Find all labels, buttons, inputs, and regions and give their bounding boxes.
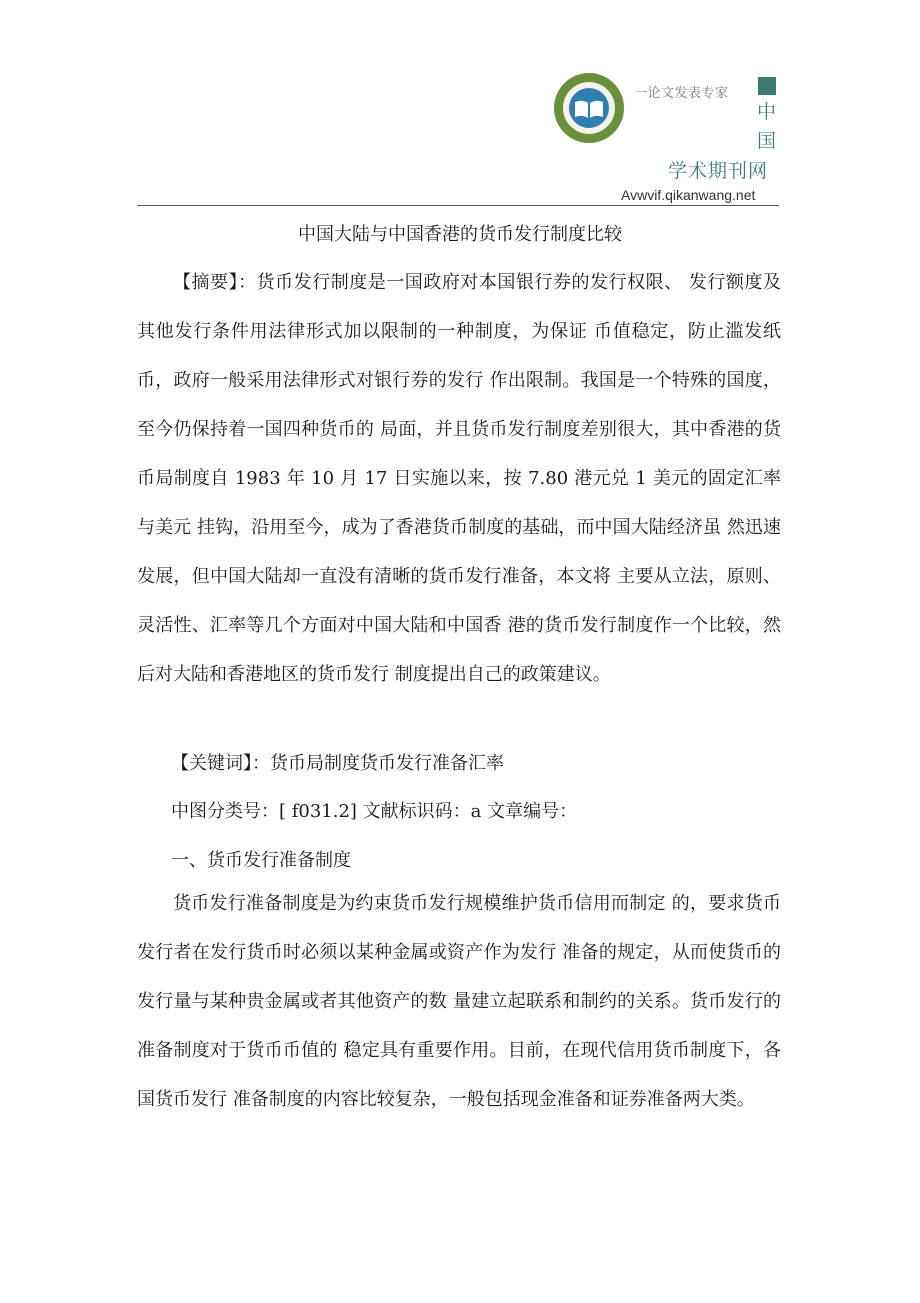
body-paragraph: [137, 879, 781, 1124]
section-heading: 一、货币发行准备制度: [171, 850, 351, 871]
brand-name: 学术期刊网: [668, 160, 769, 182]
abstract-text: 【摘要】：货币发行制度是一国政府对本国银行券的发行权限、 发行额度及其他发行条件用法律形式加以限制的一种制度，为保证 币值稳定，防止滥发纸币，政府一般采用法律形式对银行券的发行 作出限制。我国是一个特殊的国度，至今仍保持着一国四种货币的 局面，并且货币发行制度差别很大，其中香港的货币局制度自 1983 年 10 月 17 日实施以来，按 7.80 港元兑 1 美元的固定汇率与美元 挂钩，沿用至今，成为了香港货币制度的基础，而中国大陆经济虽 然迅速发展，但中国大陆却一直没有清晰的货币发行准备，本文将 主要从立法，原则、灵活性、汇率等几个方面对中国大陆和中国香 港的货币发行制度作一个比较，然后对大陆和香港地区的货币发行 制度提出自己的政策建议。: [137, 272, 781, 685]
site-tagline: 一论文发表专家: [634, 86, 729, 101]
abstract-section: [137, 258, 781, 699]
keywords-line: 【关键词】：货币局制度货币发行准备汇率: [171, 753, 504, 774]
classification-line: 中图分类号：[ f031.2] 文献标识码：a 文章编号：: [171, 801, 578, 822]
header-divider: [137, 205, 779, 206]
journal-logo-emblem: [553, 72, 625, 144]
brand-char-1: 中: [757, 101, 777, 123]
brand-char-2: 国: [757, 130, 777, 152]
paragraph-text: 货币发行准备制度是为约束货币发行规模维护货币信用而制定 的，要求货币发行者在发行货币时必须以某种金属或资产作为发行 准备的规定，从而使货币的发行量与某种贵金属或者其他资产的数 量建立起联系和制约的关系。货币发行的准备制度对于货币币值的 稳定具有重要作用。目前，在现代信用货币制度下，各国货币发行 准备制度的内容比较复杂，一般包括现金准备和证券准备两大类。: [137, 893, 781, 1110]
brand-url: Avwvif.qikanwang.net: [621, 187, 756, 203]
brand-square-icon: [758, 77, 776, 95]
article-title: 中国大陆与中国香港的货币发行制度比较: [298, 224, 622, 245]
